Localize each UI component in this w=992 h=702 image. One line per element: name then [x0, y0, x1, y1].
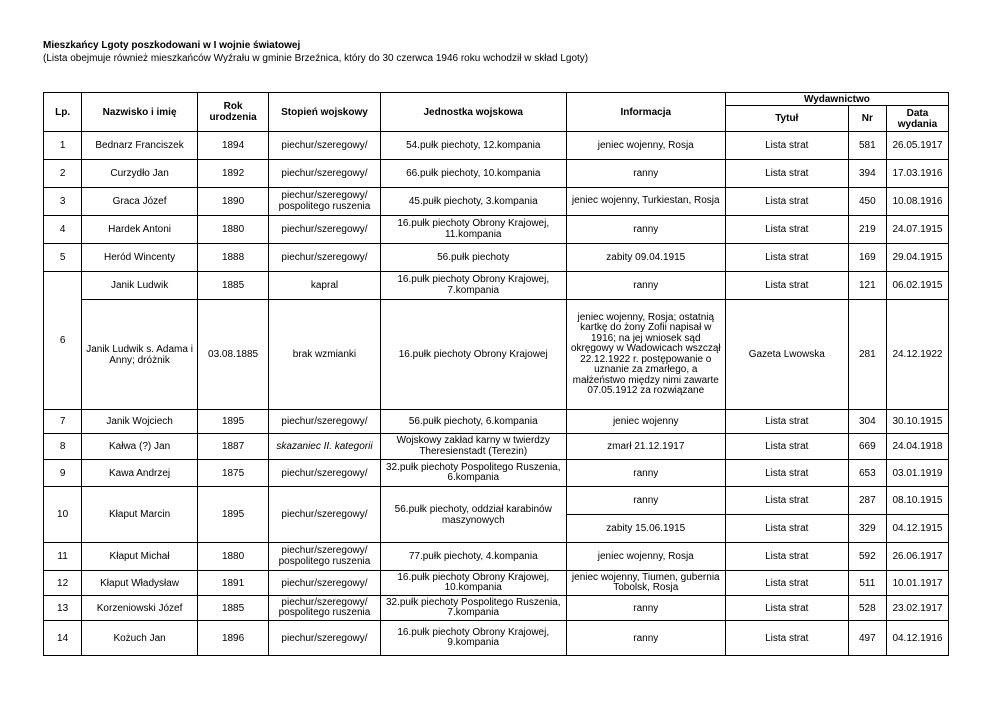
cell-publication: Lista strat	[725, 487, 848, 515]
header-name: Nazwisko i imię	[82, 93, 198, 132]
cell-name: Janik Ludwik	[82, 272, 198, 300]
cell-name: Kałwa (?) Jan	[82, 434, 198, 460]
cell-name: Kłaput Marcin	[82, 487, 198, 543]
cell-name: Kłaput Michał	[82, 543, 198, 571]
cell-rank: piechur/szeregowy/	[269, 487, 381, 543]
cell-publication: Gazeta Lwowska	[725, 300, 848, 410]
header-rank: Stopień wojskowy	[269, 93, 381, 132]
cell-nr: 304	[848, 410, 886, 434]
cell-date: 04.12.1916	[886, 621, 948, 656]
cell-name: Bednarz Franciszek	[82, 132, 198, 160]
cell-birth: 1896	[197, 621, 268, 656]
table-row	[44, 434, 949, 460]
header-info: Informacja	[566, 93, 725, 132]
table-row	[44, 300, 949, 410]
cell-date: 23.02.1917	[886, 596, 948, 621]
cell-lp: 7	[44, 410, 82, 434]
cell-lp: 11	[44, 543, 82, 571]
table-row	[44, 460, 949, 487]
cell-nr: 511	[848, 571, 886, 596]
cell-unit: 56.pułk piechoty, 6.kompania	[380, 410, 566, 434]
cell-nr: 497	[848, 621, 886, 656]
cell-info: jeniec wojenny, Tiumen, gubernia Tobolsk, Rosja	[566, 571, 725, 596]
cell-info: jeniec wojenny, Rosja; ostatnią kartkę do żony Zofii napisał w 1916; na jej wniosek sąd okręgowy w Wadowicach wszczął 22.12.1922 r. postępowanie o uznanie za zmarłego, a małżeństwo między nimi zawarte 07.05.1912 za rozwiązane	[566, 300, 725, 410]
cell-publication: Lista strat	[725, 244, 848, 272]
cell-date: 24.12.1922	[886, 300, 948, 410]
cell-date: 10.01.1917	[886, 571, 948, 596]
cell-birth: 1895	[197, 487, 268, 543]
cell-publication: Lista strat	[725, 132, 848, 160]
cell-date: 24.04.1918	[886, 434, 948, 460]
cell-lp: 12	[44, 571, 82, 596]
cell-birth: 1895	[197, 410, 268, 434]
cell-info: ranny	[566, 621, 725, 656]
cell-lp: 3	[44, 188, 82, 216]
cell-unit: 32.pułk piechoty Pospolitego Ruszenia, 6.kompania	[380, 460, 566, 487]
cell-name: Curzydło Jan	[82, 160, 198, 188]
cell-info: jeniec wojenny	[566, 410, 725, 434]
cell-birth: 1890	[197, 188, 268, 216]
cell-birth: 1892	[197, 160, 268, 188]
cell-publication: Lista strat	[725, 410, 848, 434]
cell-unit: 16.pułk piechoty Obrony Krajowej, 10.kompania	[380, 571, 566, 596]
cell-publication: Lista strat	[725, 515, 848, 543]
cell-lp: 8	[44, 434, 82, 460]
cell-date: 04.12.1915	[886, 515, 948, 543]
cell-nr: 592	[848, 543, 886, 571]
header-birth: Rok urodzenia	[197, 93, 268, 132]
cell-date: 17.03.1916	[886, 160, 948, 188]
cell-lp: 10	[44, 487, 82, 543]
cell-info: zmarł 21.12.1917	[566, 434, 725, 460]
cell-rank: piechur/szeregowy/	[269, 216, 381, 244]
cell-birth: 1894	[197, 132, 268, 160]
cell-unit: 32.pułk piechoty Pospolitego Ruszenia, 7.kompania	[380, 596, 566, 621]
cell-nr: 450	[848, 188, 886, 216]
cell-info: jeniec wojenny, Rosja	[566, 132, 725, 160]
cell-date: 06.02.1915	[886, 272, 948, 300]
cell-name: Kłaput Władysław	[82, 571, 198, 596]
cell-rank: piechur/szeregowy/ pospolitego ruszenia	[269, 543, 381, 571]
cell-birth: 1891	[197, 571, 268, 596]
cell-unit: 77.pułk piechoty, 4.kompania	[380, 543, 566, 571]
table-row	[44, 244, 949, 272]
cell-info: jeniec wojenny, Rosja	[566, 543, 725, 571]
cell-lp: 4	[44, 216, 82, 244]
cell-date: 10.08.1916	[886, 188, 948, 216]
header-pub-title: Tytuł	[725, 106, 848, 132]
cell-rank: kapral	[269, 272, 381, 300]
cell-date: 08.10.1915	[886, 487, 948, 515]
cell-lp: 6	[44, 272, 82, 410]
cell-unit: Wojskowy zakład karny w twierdzy Theresienstadt (Terezin)	[380, 434, 566, 460]
cell-birth: 1888	[197, 244, 268, 272]
cell-rank: piechur/szeregowy/	[269, 160, 381, 188]
table-row	[44, 487, 949, 515]
cell-nr: 281	[848, 300, 886, 410]
table-row	[44, 132, 949, 160]
cell-info: ranny	[566, 596, 725, 621]
cell-lp: 13	[44, 596, 82, 621]
cell-name: Graca Józef	[82, 188, 198, 216]
cell-name: Hardek Antoni	[82, 216, 198, 244]
cell-unit: 16.pułk piechoty Obrony Krajowej, 11.kompania	[380, 216, 566, 244]
cell-unit: 16.pułk piechoty Obrony Krajowej	[380, 300, 566, 410]
table-row	[44, 216, 949, 244]
cell-unit: 56.pułk piechoty, oddział karabinów maszynowych	[380, 487, 566, 543]
cell-rank: piechur/szeregowy/ pospolitego ruszenia	[269, 188, 381, 216]
cell-info: zabity 09.04.1915	[566, 244, 725, 272]
table-row	[44, 596, 949, 621]
table-row	[44, 621, 949, 656]
cell-rank: piechur/szeregowy/	[269, 571, 381, 596]
cell-info: ranny	[566, 216, 725, 244]
cell-name: Kożuch Jan	[82, 621, 198, 656]
header-unit: Jednostka wojskowa	[380, 93, 566, 132]
cell-lp: 2	[44, 160, 82, 188]
cell-rank: piechur/szeregowy/	[269, 410, 381, 434]
cell-info: ranny	[566, 160, 725, 188]
cell-publication: Lista strat	[725, 188, 848, 216]
table-row	[44, 160, 949, 188]
table-row	[44, 188, 949, 216]
cell-lp: 9	[44, 460, 82, 487]
cell-nr: 394	[848, 160, 886, 188]
cell-nr: 169	[848, 244, 886, 272]
cell-birth: 1885	[197, 596, 268, 621]
cell-unit: 66.pułk piechoty, 10.kompania	[380, 160, 566, 188]
cell-rank: skazaniec II. kategorii	[269, 434, 381, 460]
cell-info: ranny	[566, 460, 725, 487]
cell-name: Kawa Andrzej	[82, 460, 198, 487]
cell-date: 03.01.1919	[886, 460, 948, 487]
cell-rank: piechur/szeregowy/	[269, 460, 381, 487]
cell-birth: 1875	[197, 460, 268, 487]
cell-info: jeniec wojenny, Turkiestan, Rosja	[566, 188, 725, 216]
header-date: Data wydania	[886, 106, 948, 132]
cell-publication: Lista strat	[725, 216, 848, 244]
table-row	[44, 543, 949, 571]
cell-nr: 528	[848, 596, 886, 621]
cell-lp: 5	[44, 244, 82, 272]
cell-nr: 121	[848, 272, 886, 300]
table-row	[44, 410, 949, 434]
cell-name: Korzeniowski Józef	[82, 596, 198, 621]
cell-publication: Lista strat	[725, 460, 848, 487]
cell-publication: Lista strat	[725, 434, 848, 460]
cell-name: Janik Ludwik s. Adama i Anny; dróżnik	[82, 300, 198, 410]
cell-rank: piechur/szeregowy/	[269, 244, 381, 272]
cell-publication: Lista strat	[725, 596, 848, 621]
cell-date: 26.05.1917	[886, 132, 948, 160]
cell-nr: 669	[848, 434, 886, 460]
header-lp: Lp.	[44, 93, 82, 132]
cell-publication: Lista strat	[725, 272, 848, 300]
cell-birth: 03.08.1885	[197, 300, 268, 410]
cell-date: 26.06.1917	[886, 543, 948, 571]
cell-nr: 219	[848, 216, 886, 244]
cell-publication: Lista strat	[725, 571, 848, 596]
cell-unit: 56.pułk piechoty	[380, 244, 566, 272]
table-row	[44, 272, 949, 300]
cell-rank: piechur/szeregowy/ pospolitego ruszenia	[269, 596, 381, 621]
cell-unit: 45.pułk piechoty, 3.kompania	[380, 188, 566, 216]
cell-date: 30.10.1915	[886, 410, 948, 434]
cell-birth: 1887	[197, 434, 268, 460]
cell-rank: piechur/szeregowy/	[269, 621, 381, 656]
cell-unit: 54.pułk piechoty, 12.kompania	[380, 132, 566, 160]
cell-unit: 16.pułk piechoty Obrony Krajowej, 7.kompania	[380, 272, 566, 300]
table-row	[44, 571, 949, 596]
cell-nr: 287	[848, 487, 886, 515]
header-publication: Wydawnictwo	[725, 93, 948, 106]
document-subtitle: (Lista obejmuje również mieszkańców Wyźrału w gminie Brzeźnica, który do 30 czerwca 1946 roku wchodził w skład Lgoty)	[43, 53, 589, 64]
header-nr: Nr	[848, 106, 886, 132]
cell-publication: Lista strat	[725, 621, 848, 656]
cell-unit: 16.pułk piechoty Obrony Krajowej, 9.kompania	[380, 621, 566, 656]
document-title: Mieszkańcy Lgoty poszkodowani w I wojnie światowej	[43, 40, 301, 51]
cell-nr: 653	[848, 460, 886, 487]
cell-nr: 581	[848, 132, 886, 160]
casualty-table	[43, 92, 949, 656]
cell-lp: 1	[44, 132, 82, 160]
cell-date: 24.07.1915	[886, 216, 948, 244]
cell-info: zabity 15.06.1915	[566, 515, 725, 543]
cell-publication: Lista strat	[725, 160, 848, 188]
cell-nr: 329	[848, 515, 886, 543]
cell-info: ranny	[566, 487, 725, 515]
cell-birth: 1885	[197, 272, 268, 300]
cell-name: Heród Wincenty	[82, 244, 198, 272]
cell-publication: Lista strat	[725, 543, 848, 571]
cell-birth: 1880	[197, 216, 268, 244]
cell-rank: piechur/szeregowy/	[269, 132, 381, 160]
cell-birth: 1880	[197, 543, 268, 571]
cell-rank: brak wzmianki	[269, 300, 381, 410]
cell-name: Janik Wojciech	[82, 410, 198, 434]
cell-lp: 14	[44, 621, 82, 656]
cell-date: 29.04.1915	[886, 244, 948, 272]
cell-info: ranny	[566, 272, 725, 300]
